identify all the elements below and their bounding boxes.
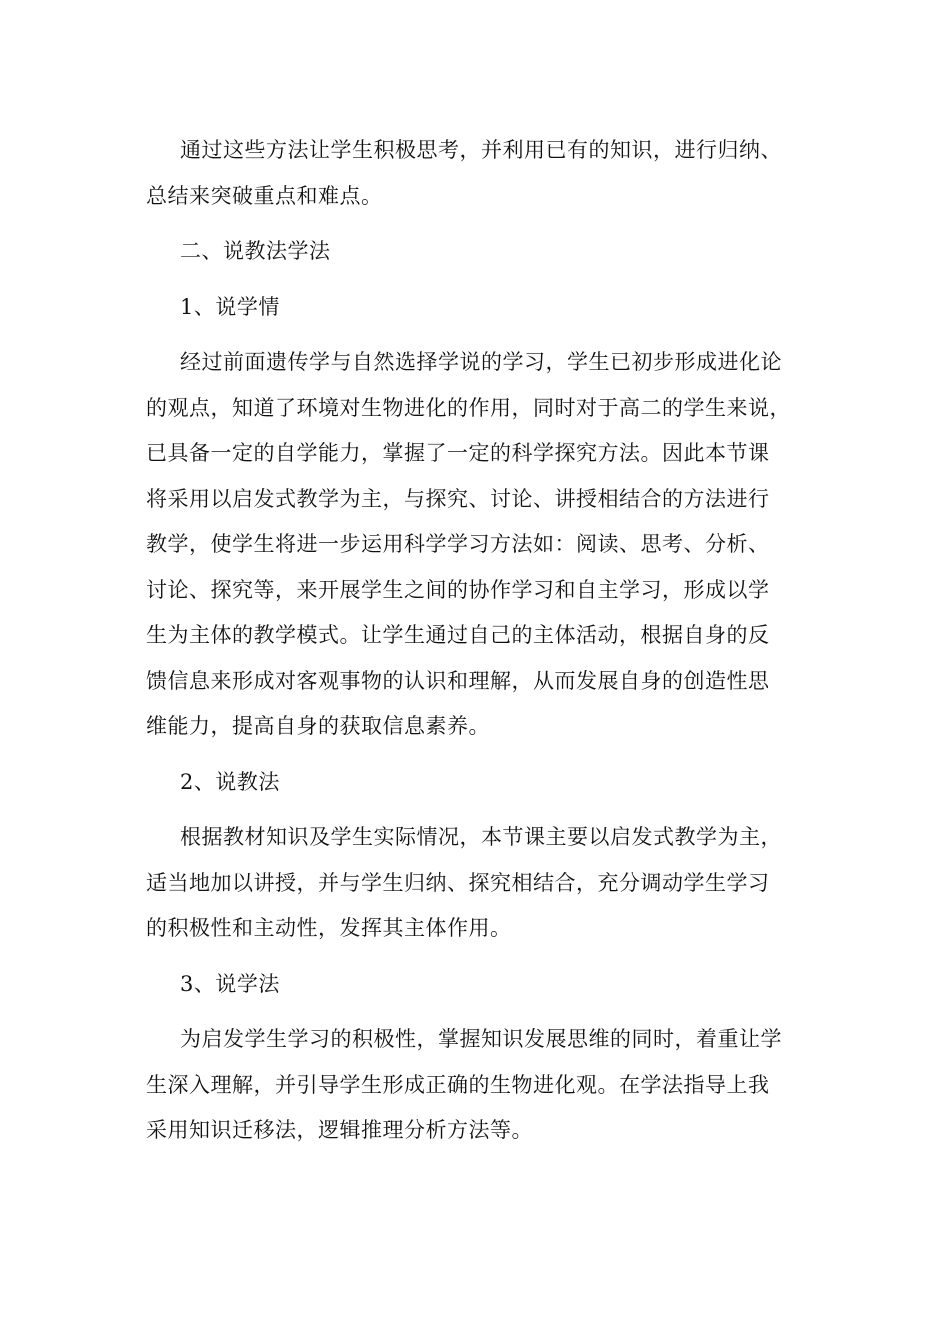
subheading-learning-method: 3、说学法 <box>180 971 280 996</box>
text-line: 适当地加以讲授，并与学生归纳、探究相结合，充分调动学生学习 <box>146 870 770 895</box>
text-line: 的积极性和主动性，发挥其主体作用。 <box>146 916 512 940</box>
paragraph-student-situation <box>146 340 804 750</box>
text-line: 讨论、探究等，来开展学生之间的协作学习和自主学习，形成以学 <box>146 577 770 602</box>
text-line: 教学，使学生将进一步运用科学学习方法如：阅读、思考、分析、 <box>146 532 770 556</box>
text-line: 维能力，提高自身的获取信息素养。 <box>146 714 490 738</box>
text-line: 已具备一定的自学能力，掌握了一定的科学探究方法。因此本节课 <box>146 441 770 465</box>
section-heading-teaching-methods: 二、说教法学法 <box>180 239 331 263</box>
text-line: 采用知识迁移法，逻辑推理分析方法等。 <box>146 1118 533 1142</box>
text-line: 馈信息来形成对客观事物的认识和理解，从而发展自身的创造性思 <box>146 668 770 693</box>
paragraph-teaching-method <box>146 815 804 952</box>
text-line: 总结来突破重点和难点。 <box>146 183 383 208</box>
text-line: 将采用以启发式教学为主，与探究、讨论、讲授相结合的方法进行 <box>146 486 770 511</box>
subheading-teaching-method: 2、说教法 <box>180 769 280 794</box>
text-line: 根据教材知识及学生实际情况，本节课主要以启发式教学为主， <box>180 825 782 849</box>
document-body <box>146 128 804 1154</box>
paragraph-methods-summary <box>146 128 804 219</box>
text-line: 生为主体的教学模式。让学生通过自己的主体活动，根据自身的反 <box>146 623 770 647</box>
text-line: 经过前面遗传学与自然选择学说的学习，学生已初步形成进化论 <box>180 350 782 374</box>
subheading-student-situation: 1、说学情 <box>180 294 280 319</box>
text-line: 为启发学生学习的积极性，掌握知识发展思维的同时，着重让学 <box>180 1027 782 1051</box>
text-line: 生深入理解，并引导学生形成正确的生物进化观。在学法指导上我 <box>146 1072 770 1097</box>
text-line: 的观点，知道了环境对生物进化的作用，同时对于高二的学生来说， <box>146 395 791 420</box>
text-line: 通过这些方法让学生积极思考，并利用已有的知识，进行归纳、 <box>180 138 782 162</box>
paragraph-learning-method <box>146 1017 804 1154</box>
